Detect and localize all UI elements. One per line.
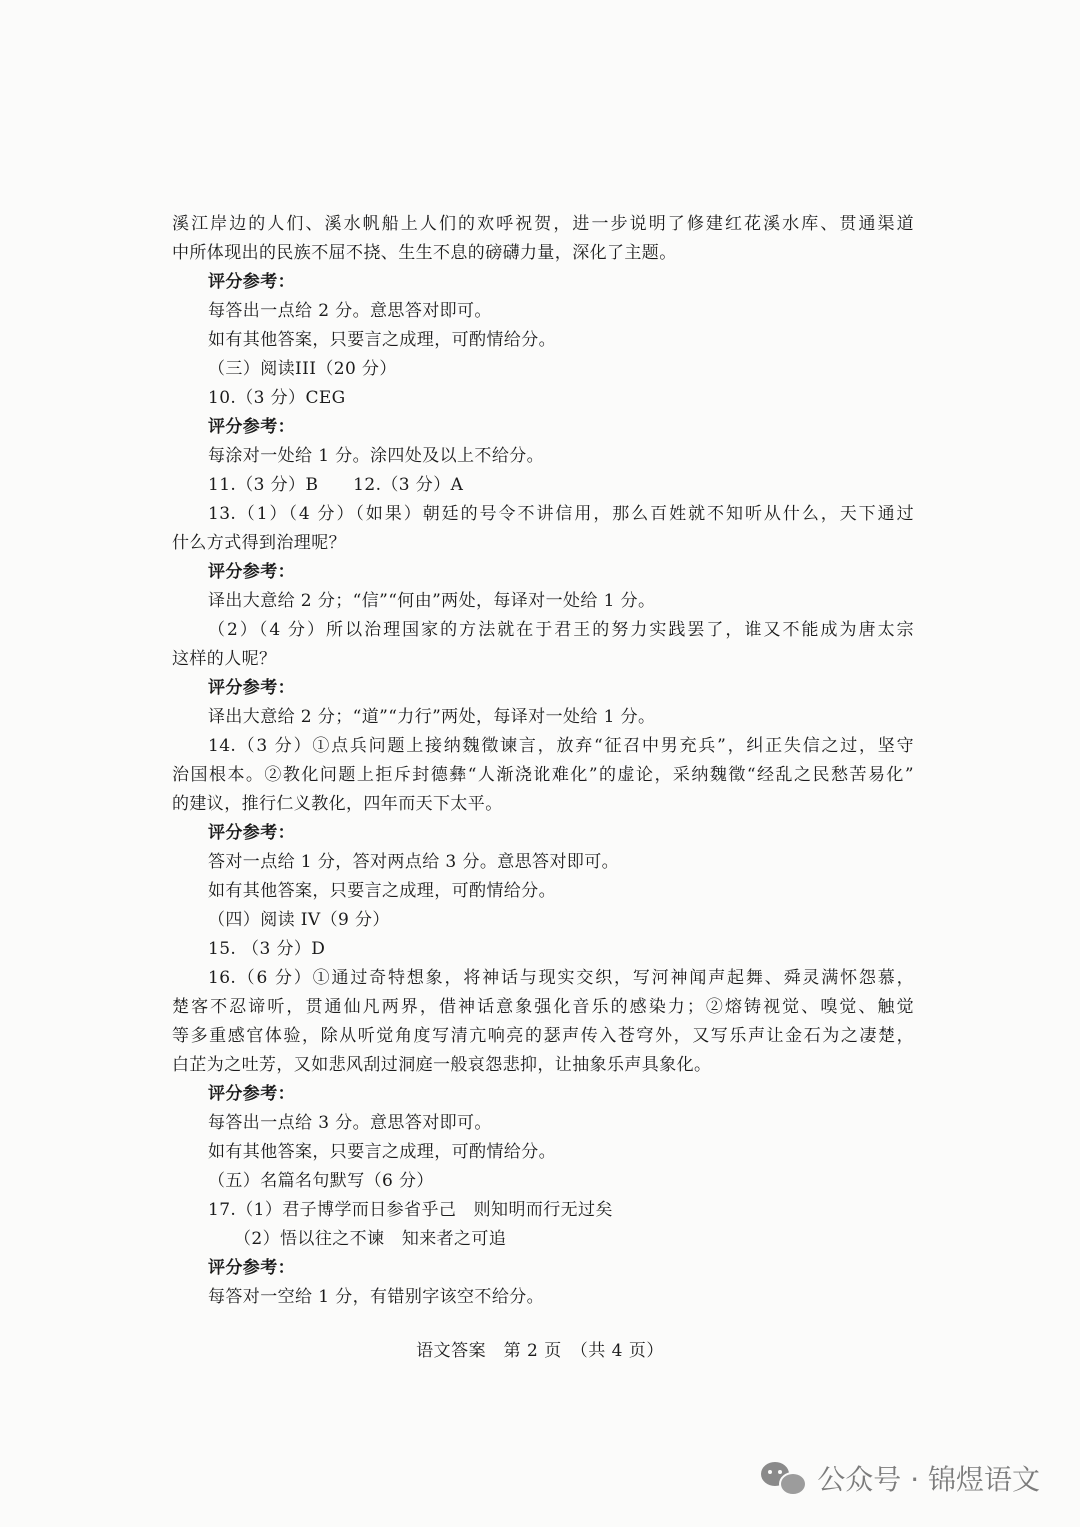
text-line: 的建议，推行仁义教化，四年而天下太平。 <box>172 794 503 814</box>
answer-content <box>172 210 914 1312</box>
text-line: 治国根本。②教化问题上拒斥封德彝“人渐浇讹难化”的虚论，采纳魏徵“经乱之民愁苦易化” <box>172 765 914 785</box>
text-line: 这样的人呢？ <box>172 649 277 669</box>
text-line: 每涂对一处给 1 分。涂四处及以上不给分。 <box>208 446 545 466</box>
text-line: 16.（6 分）①通过奇特想象，将神话与现实交织，写河神闻声起舞、舜灵满怀怨慕， <box>208 968 914 988</box>
text-line: 如有其他答案，只要言之成理，可酌情给分。 <box>208 1142 556 1162</box>
scoring-reference-heading: 评分参考： <box>208 272 295 292</box>
scoring-reference-heading: 评分参考： <box>208 678 295 698</box>
text-line: 溪江岸边的人们、溪水帆船上人们的欢呼祝贺，进一步说明了修建红花溪水库、贯通渠道 <box>172 214 914 234</box>
text-line: 如有其他答案，只要言之成理，可酌情给分。 <box>208 330 556 350</box>
text-line: 等多重感官体验，除从听觉角度写清亢响亮的瑟声传入苍穹外，又写乐声让金石为之凄楚， <box>172 1026 914 1046</box>
scoring-reference-heading: 评分参考： <box>208 1258 295 1278</box>
text-line: 答对一点给 1 分，答对两点给 3 分。意思答对即可。 <box>208 852 620 872</box>
scoring-reference-heading: 评分参考： <box>208 417 295 437</box>
text-line: 15. （3 分）D <box>208 939 326 959</box>
text-line: 什么方式得到治理呢？ <box>172 533 346 553</box>
text-line: 11.（3 分）B 12.（3 分）A <box>208 475 464 495</box>
text-line: 楚客不忍谛听，贯通仙凡两界，借神话意象强化音乐的感染力；②熔铸视觉、嗅觉、触觉 <box>172 997 914 1017</box>
text-line: 14.（3 分）①点兵问题上接纳魏徵谏言，放弃“征召中男充兵”，纠正失信之过，坚守 <box>208 736 914 756</box>
text-line: （三）阅读III（20 分） <box>208 359 397 379</box>
text-line: 如有其他答案，只要言之成理，可酌情给分。 <box>208 881 556 901</box>
text-line: 每答出一点给 2 分。意思答对即可。 <box>208 301 492 321</box>
watermark-text: 公众号 · 锦煜语文 <box>817 1463 1040 1496</box>
text-line: （四）阅读 IV（9 分） <box>208 910 390 930</box>
text-line: 13.（1）（4 分）（如果）朝廷的号令不讲信用，那么百姓就不知听从什么，天下通过 <box>208 504 914 524</box>
scoring-reference-heading: 评分参考： <box>208 1084 295 1104</box>
scoring-reference-heading: 评分参考： <box>208 823 295 843</box>
text-line: 每答出一点给 3 分。意思答对即可。 <box>208 1113 492 1133</box>
text-line: 译出大意给 2 分；“信”“何由”两处，每译对一处给 1 分。 <box>208 591 656 611</box>
text-line: 每答对一空给 1 分，有错别字该空不给分。 <box>208 1287 545 1307</box>
scoring-reference-heading: 评分参考： <box>208 562 295 582</box>
text-line: 中所体现出的民族不屈不挠、生生不息的磅礴力量，深化了主题。 <box>172 243 677 263</box>
text-line: 10.（3 分）CEG <box>208 388 346 408</box>
text-line: （五）名篇名句默写（6 分） <box>208 1171 434 1191</box>
text-line: （2）悟以往之不谏 知来者之可追 <box>234 1229 507 1249</box>
text-line: 17.（1）君子博学而日参省乎己 则知明而行无过矣 <box>208 1200 613 1220</box>
text-line: 译出大意给 2 分；“道”“力行”两处，每译对一处给 1 分。 <box>208 707 656 727</box>
page-footer: 语文答案 第 2 页 （共 4 页） <box>416 1341 664 1361</box>
text-line: （2）（4 分）所以治理国家的方法就在于君王的努力实践罢了，谁又不能成为唐太宗 <box>208 620 914 640</box>
text-line: 白芷为之吐芳，又如悲风刮过洞庭一般哀怨悲抑，让抽象乐声具象化。 <box>172 1055 712 1075</box>
watermark <box>759 1448 1040 1508</box>
wechat-icon <box>759 1458 807 1498</box>
